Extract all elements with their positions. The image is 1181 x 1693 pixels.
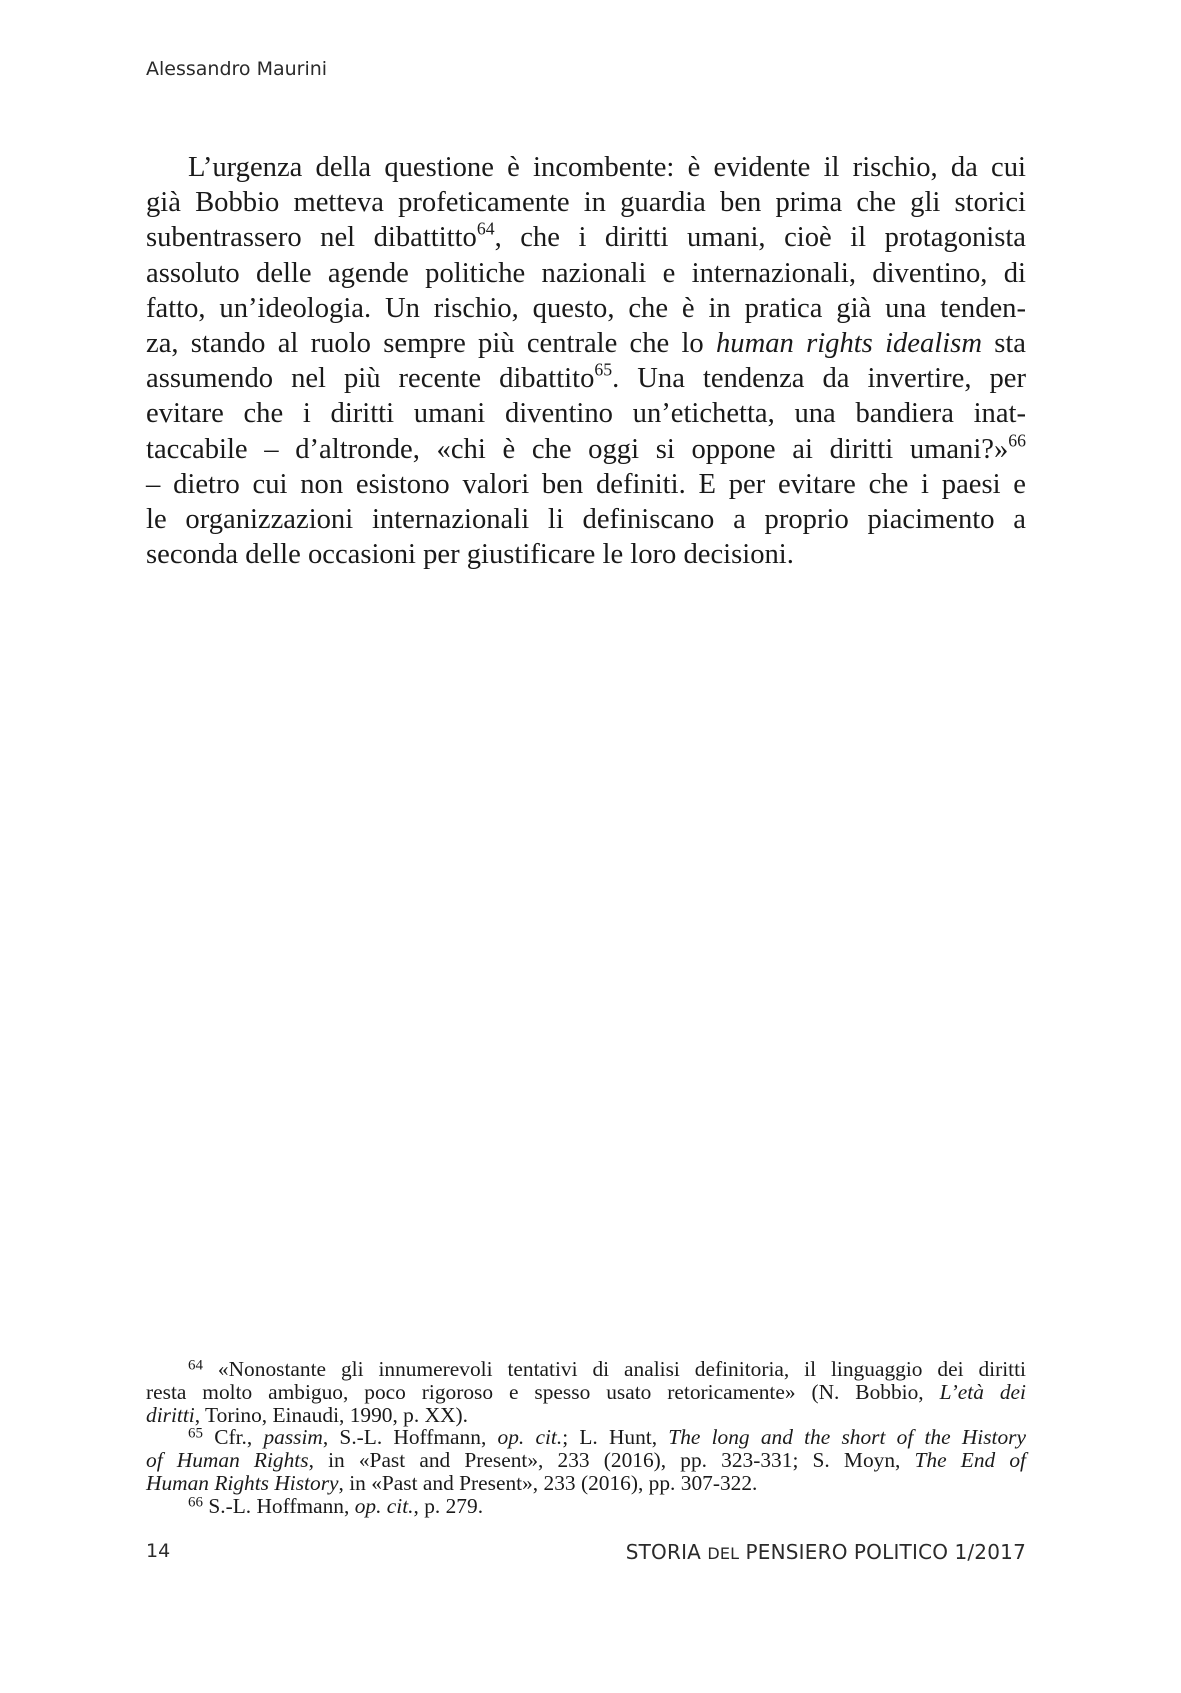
body-line: assoluto delle agende politiche nazionali e internazionali, diventino, di bbox=[146, 257, 1026, 289]
main-paragraph bbox=[146, 150, 1026, 572]
footnote-number: 65 bbox=[188, 1425, 203, 1442]
body-line: za, stando al ruolo sempre più centrale che lo human rights idealism sta bbox=[146, 328, 1026, 360]
body-line: taccabile – d’altronde, «chi è che oggi si oppone ai diritti umani?»$^{66}$ bbox=[146, 430, 1026, 465]
body-line: fatto, un’ideologia. Un rischio, questo, che è in pratica già una tenden- bbox=[146, 292, 1026, 324]
footnote-ref-65[interactable]: 65 bbox=[594, 359, 613, 380]
body-line: L’urgenza della questione è incombente: è evidente il rischio, da cui bbox=[188, 152, 1026, 183]
body-line: subentrassero nel dibattitto$^{64}$, che i diritti umani, cioè il protagonista bbox=[146, 218, 1026, 254]
body-line: già Bobbio metteva profeticamente in guardia ben prima che gli storici bbox=[146, 187, 1026, 219]
body-line: – dietro cui non esistono valori ben definiti. E per evitare che i paesi e bbox=[146, 468, 1026, 500]
footnote-ref-64[interactable]: 64 bbox=[476, 218, 495, 239]
running-head-author: Alessandro Maurini bbox=[146, 58, 328, 80]
italic-phrase: human rights idealism bbox=[715, 328, 982, 360]
footnote-line: resta molto ambiguo, poco rigoroso e spesso usato retoricamente» (N. Bobbio, L’età dei bbox=[146, 1379, 1026, 1404]
footnote-line: diritti, Torino, Einaudi, 1990, p. XX). bbox=[146, 1402, 468, 1427]
footnote-66: $^{66}$ S.-L. Hoffmann, op. cit., p. 279. bbox=[188, 1493, 484, 1518]
body-line: seconda delle occasioni per giustificare le loro decisioni. bbox=[146, 539, 794, 571]
footnote-line: of Human Rights, in «Past and Present», 233 (2016), pp. 323-331; S. Moyn, The End of bbox=[146, 1448, 1026, 1473]
footnote-65: $^{65}$ Cfr., passim, S.-L. Hoffmann, op. cit.; L. Hunt, The long and the short of the History bbox=[188, 1425, 1026, 1450]
footnote-number: 64 bbox=[188, 1357, 203, 1374]
footnote-number: 66 bbox=[188, 1494, 203, 1511]
footnotes-section bbox=[146, 1358, 1026, 1518]
page-number: 14 bbox=[146, 1540, 171, 1562]
body-line: evitare che i diritti umani diventino un’etichetta, una bandiera inat- bbox=[146, 398, 1026, 430]
footnote-line: Human Rights History, in «Past and Present», 233 (2016), pp. 307-322. bbox=[146, 1470, 758, 1495]
body-line: assumendo nel più recente dibattito$^{65}$. Una tendenza da invertire, per bbox=[146, 359, 1026, 395]
footnote-64: $^{64}$ «Nonostante gli innumerevoli tentativi di analisi definitoria, il linguaggio dei diritti bbox=[188, 1357, 1026, 1381]
journal-title: STORIA DEL PENSIERO POLITICO 1/2017 bbox=[625, 1540, 1026, 1564]
body-line: le organizzazioni internazionali li definiscano a proprio piacimento a bbox=[146, 504, 1026, 536]
footnote-ref-66[interactable]: 66 bbox=[1008, 430, 1026, 451]
